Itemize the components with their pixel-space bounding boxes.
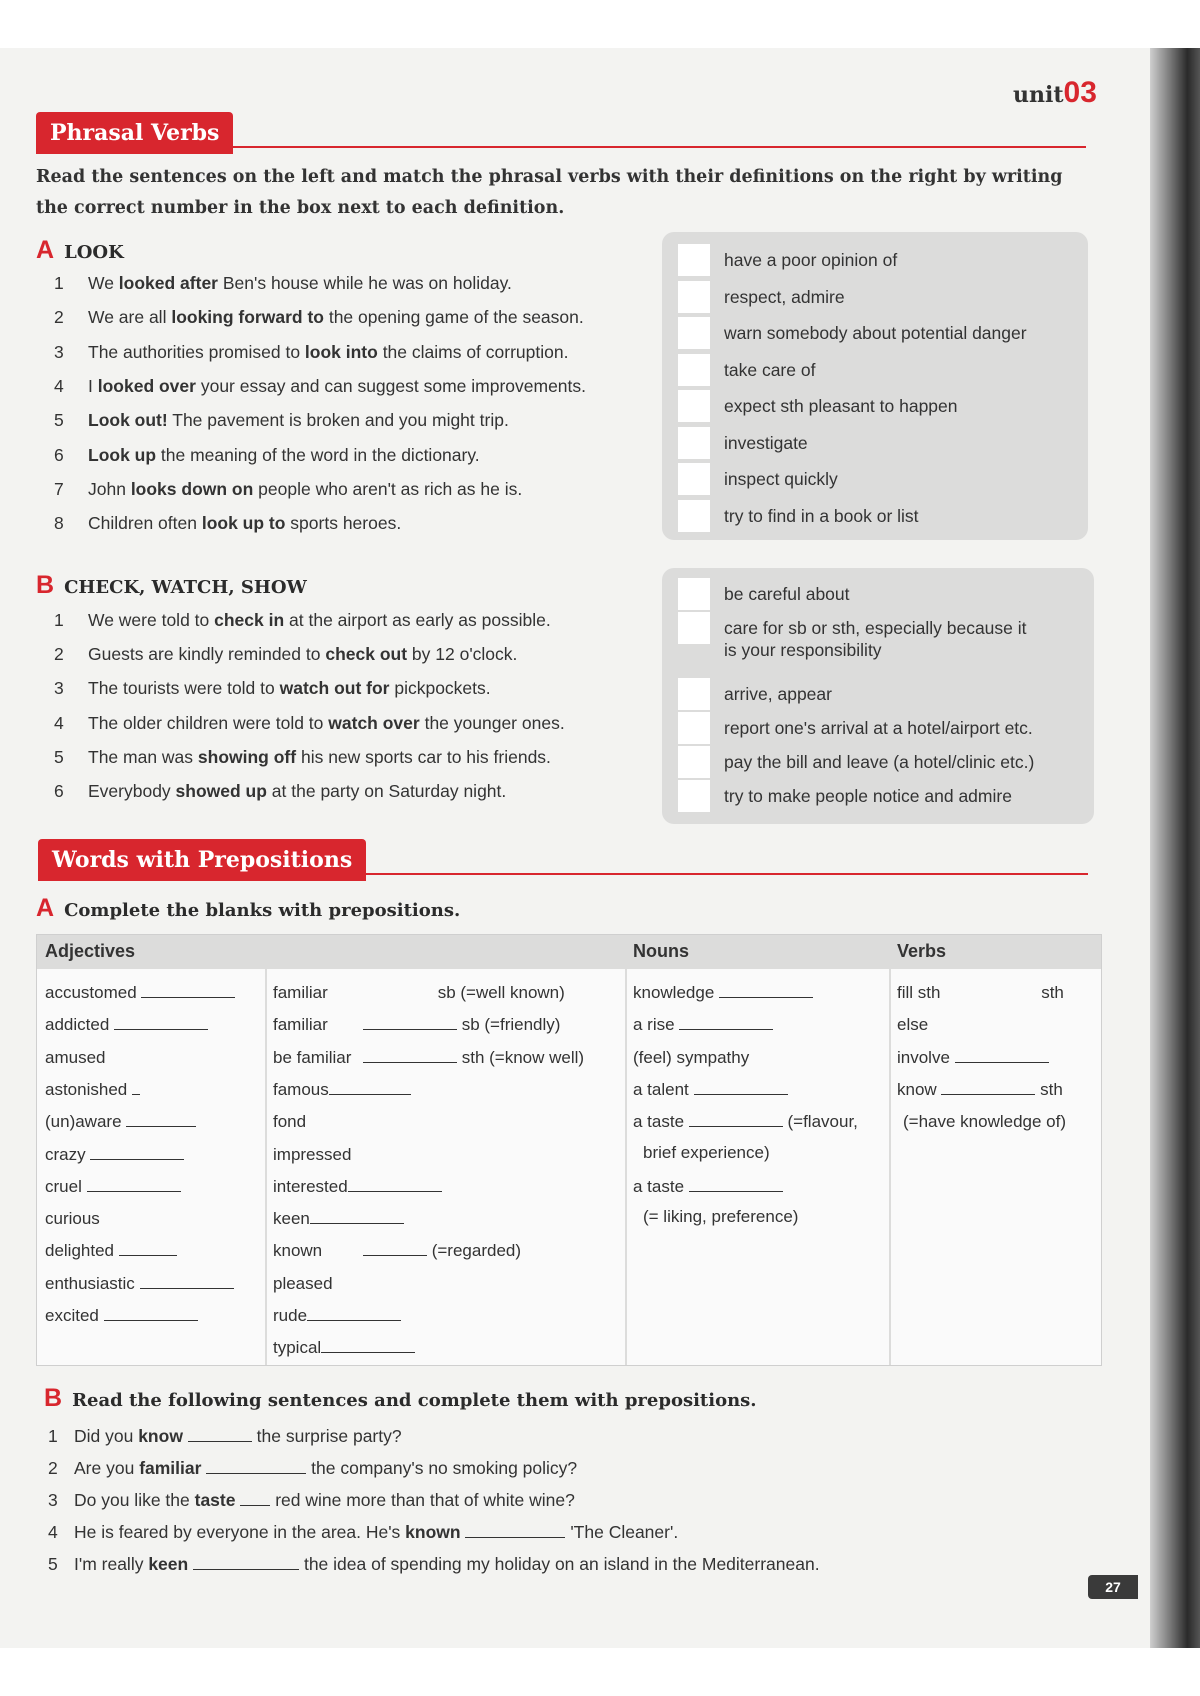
word: famous (273, 1079, 329, 1099)
verb-item (897, 1048, 1049, 1068)
word-sense: sth (1035, 1079, 1063, 1099)
word: (= liking, preference) (643, 1207, 799, 1227)
answer-box[interactable] (678, 390, 710, 422)
answer-blank[interactable] (689, 1177, 783, 1192)
phrasal-verb: watch over (328, 712, 420, 733)
sentence-text: I (88, 375, 98, 396)
definition-line: report one's arrival at a hotel/airport etc. (724, 718, 1033, 738)
item-number: 2 (54, 644, 64, 665)
phrasal-verb: looked over (97, 375, 196, 396)
adjective-item (45, 1145, 184, 1165)
noun-item (633, 1080, 788, 1100)
header-verbs: Verbs (897, 941, 947, 961)
phrasal-verbs-instruction: Read the sentences on the left and match the phrasal verbs with their definitions on the right by writing the correct number in the box next to each definition. (36, 167, 1063, 218)
adjective-item (273, 1080, 411, 1100)
phrasal-verb: showing off (197, 746, 297, 767)
words-with-prepositions-title: Words with Prepositions (38, 839, 366, 881)
answer-blank[interactable] (348, 1177, 442, 1192)
adjective-item (273, 1177, 442, 1197)
target-word: keen (148, 1554, 189, 1574)
wp-part-b-heading: B Read the following sentences and complete them with prepositions. (44, 1384, 757, 1412)
answer-box[interactable] (678, 712, 710, 744)
word: a taste (633, 1176, 689, 1196)
definition-row (678, 317, 1027, 349)
answer-blank[interactable] (941, 1080, 1035, 1095)
answer-blank[interactable] (188, 1427, 252, 1442)
sentence-text: at the airport as early as possible. (284, 610, 551, 630)
sentence-text: We (88, 273, 119, 293)
sentence-text: Guests are kindly reminded to (88, 644, 326, 665)
answer-blank[interactable] (87, 1177, 181, 1192)
section-rule (38, 873, 1088, 875)
item-number: 1 (54, 610, 64, 630)
definition-line: care for sb or sth, especially because it (724, 618, 1027, 638)
column-divider (889, 935, 891, 1365)
sentence-text: The older children were told to (88, 712, 329, 733)
noun-item (633, 1177, 783, 1197)
adjective-item (273, 983, 565, 1003)
answer-box[interactable] (678, 354, 710, 386)
adjective-item (273, 1015, 560, 1035)
definition-text: take care of (724, 359, 816, 380)
sentence-text: The man was (88, 746, 198, 767)
definition-text (724, 578, 850, 605)
word: astonished (45, 1079, 132, 1099)
scan-margin-top (0, 0, 1200, 48)
word: fill sth (897, 983, 946, 1002)
word: pleased (273, 1273, 333, 1293)
answer-blank[interactable] (694, 1080, 788, 1095)
part-a-heading: A LOOK (36, 236, 124, 264)
answer-blank[interactable] (310, 1209, 404, 1224)
definition-row (678, 500, 919, 532)
sentence-text: people who aren't as rich as he is. (253, 478, 523, 499)
definition-row (678, 578, 850, 610)
item-number: 1 (48, 1426, 58, 1446)
adjective-item (45, 1048, 105, 1068)
item-number: 2 (54, 307, 64, 328)
answer-blank[interactable] (689, 1112, 783, 1127)
adjective-item (273, 1241, 521, 1261)
word: a taste (633, 1112, 689, 1132)
adjective-item (45, 1112, 196, 1132)
definition-text: warn somebody about potential danger (724, 323, 1027, 343)
definition-row (678, 612, 1027, 674)
adjective-item (273, 1112, 306, 1132)
word: involve (897, 1047, 955, 1067)
word: be familiar (273, 1047, 352, 1067)
noun-item (643, 1207, 798, 1227)
item-number: 4 (54, 375, 64, 396)
word-sense: (=flavour, (782, 1112, 858, 1132)
answer-blank[interactable] (141, 983, 235, 998)
word: keen (273, 1209, 310, 1229)
phrasal-verb: watch out for (279, 678, 390, 699)
answer-box[interactable] (678, 281, 710, 313)
adjective-item (45, 1241, 177, 1261)
sentence-item (54, 610, 551, 631)
item-number: 1 (54, 273, 64, 293)
answer-box[interactable] (678, 500, 710, 532)
sentence-item (54, 273, 512, 294)
word-sense: sth (=know well) (457, 1047, 585, 1067)
definition-row (678, 354, 815, 386)
sentence-text: John (88, 478, 131, 499)
answer-blank[interactable] (321, 1338, 415, 1353)
word: crazy (45, 1144, 91, 1164)
definition-text: inspect quickly (724, 469, 838, 489)
definition-row (678, 427, 808, 459)
word: familiar (273, 983, 328, 1002)
item-number: 3 (48, 1490, 58, 1510)
adjective-item (45, 983, 235, 1003)
unit-label: unit03 (1013, 76, 1097, 109)
definition-row (678, 281, 845, 313)
answer-blank[interactable] (140, 1274, 234, 1289)
wp-part-a-heading: A Complete the blanks with prepositions. (36, 894, 461, 922)
word-sense: sth (1041, 983, 1064, 1002)
definition-row (678, 678, 832, 710)
sentence-text: We are all (88, 307, 172, 328)
adjective-item (273, 1274, 333, 1294)
definition-text (724, 746, 1034, 773)
item-number: 7 (54, 478, 64, 499)
sentence-item (54, 376, 586, 397)
sentence-item (54, 445, 480, 466)
word: fond (273, 1112, 307, 1132)
item-number: 4 (54, 712, 64, 733)
answer-box[interactable] (678, 427, 710, 459)
definition-text (724, 678, 832, 705)
word-sense: sb (=well known) (433, 983, 565, 1002)
answer-blank[interactable] (240, 1491, 270, 1506)
adjective-item (45, 1306, 198, 1326)
word: (=have knowledge of) (903, 1112, 1067, 1132)
item-number: 5 (48, 1554, 58, 1574)
definition-row (678, 463, 838, 495)
sentence-item (54, 342, 568, 363)
header-adjectives: Adjectives (45, 941, 136, 961)
answer-blank[interactable] (329, 1080, 411, 1095)
sentence-text: He is feared by everyone in the area. He's (74, 1522, 406, 1542)
sentence-text: We were told to (88, 610, 215, 630)
sentence-item (48, 1554, 820, 1575)
answer-blank[interactable] (955, 1048, 1049, 1063)
sentence-item (48, 1522, 678, 1543)
sentence-item (54, 307, 584, 328)
phrasal-verb: check in (214, 610, 285, 630)
noun-item (643, 1143, 770, 1163)
part-b-heading: B CHECK, WATCH, SHOW (36, 571, 307, 599)
item-number: 8 (54, 513, 64, 534)
answer-box[interactable] (678, 780, 710, 812)
page-number: 27 (1088, 1575, 1138, 1599)
phrasal-verb: looks down on (130, 478, 254, 499)
adjective-item (273, 1306, 401, 1326)
phrasal-verb: showed up (175, 781, 267, 801)
definition-row (678, 746, 1034, 778)
item-number: 3 (54, 678, 64, 699)
definition-text (724, 780, 1012, 807)
verb-item (903, 1112, 1066, 1132)
answer-box[interactable] (678, 612, 710, 644)
item-number: 6 (54, 444, 64, 465)
definition-line: arrive, appear (724, 684, 832, 704)
sentence-item (48, 1458, 577, 1479)
answer-blank[interactable] (307, 1306, 401, 1321)
word: cruel (45, 1176, 87, 1196)
sentence-text: Do you like the (74, 1490, 195, 1510)
answer-box[interactable] (678, 746, 710, 778)
answer-blank[interactable] (104, 1306, 198, 1321)
adjective-item (273, 1145, 351, 1165)
phrasal-verb: Look out! (88, 410, 168, 431)
column-divider (625, 935, 627, 1365)
definition-line: try to make people notice and admire (724, 786, 1012, 806)
header-nouns: Nouns (633, 941, 689, 961)
word: (un)aware (45, 1112, 127, 1132)
sentence-text: Children often (88, 513, 202, 534)
sentence-item (54, 644, 517, 665)
answer-blank[interactable] (363, 1241, 427, 1256)
verb-item (897, 1080, 1063, 1100)
phrasal-verb: looking forward to (171, 307, 324, 328)
word: a rise (633, 1015, 680, 1035)
item-number: 3 (54, 341, 64, 362)
definition-row (678, 712, 1033, 744)
phrasal-verbs-title: Phrasal Verbs (36, 112, 233, 154)
word: interested (273, 1176, 348, 1196)
sentence-item (54, 747, 551, 768)
item-number: 6 (54, 781, 64, 801)
answer-blank[interactable] (719, 983, 813, 998)
target-word: known (405, 1522, 461, 1542)
word: accustomed (45, 983, 142, 1002)
word-sense: sb (=friendly) (457, 1015, 561, 1035)
answer-box[interactable] (678, 244, 710, 276)
definition-text: investigate (724, 432, 808, 453)
sentence-item (54, 410, 509, 431)
sentence-text: the idea of spending my holiday on an island in the Mediterranean. (299, 1554, 820, 1574)
adjective-item (273, 1209, 404, 1229)
word: enthusiastic (45, 1273, 140, 1293)
definition-line: is your responsibility (724, 640, 882, 660)
definition-text (724, 712, 1033, 739)
adjective-item (45, 1080, 140, 1100)
item-number: 5 (54, 746, 64, 767)
definition-line: be careful about (724, 584, 850, 604)
word: else (897, 1015, 929, 1035)
answer-box[interactable] (678, 678, 710, 710)
sentence-text: The authorities promised to (88, 341, 305, 362)
item-number: 5 (54, 410, 64, 431)
definition-text: respect, admire (724, 286, 845, 307)
sentence-item (54, 678, 491, 699)
answer-blank[interactable] (363, 1048, 457, 1063)
section-rule (36, 146, 1086, 148)
answer-blank[interactable] (132, 1080, 140, 1095)
answer-blank[interactable] (119, 1241, 177, 1256)
definition-text: expect sth pleasant to happen (724, 396, 958, 416)
sentence-text: the meaning of the word in the dictionary. (156, 444, 480, 465)
answer-blank[interactable] (126, 1112, 196, 1127)
adjective-item (45, 1177, 181, 1197)
noun-item (633, 1112, 858, 1132)
phrasal-verb: check out (325, 644, 408, 665)
answer-blank[interactable] (679, 1015, 773, 1030)
sentence-text: the surprise party? (251, 1426, 402, 1446)
noun-item (633, 1015, 773, 1035)
adjective-item (45, 1015, 208, 1035)
answer-blank[interactable] (193, 1555, 299, 1570)
answer-box[interactable] (678, 578, 710, 610)
noun-item (633, 1048, 749, 1068)
phrasal-verb: look up to (201, 513, 286, 534)
word: excited (45, 1306, 104, 1325)
part-b-definitions-box (662, 568, 1094, 824)
definition-line: pay the bill and leave (a hotel/clinic etc.) (724, 752, 1035, 772)
word: addicted (45, 1015, 114, 1035)
definition-text (724, 612, 1027, 661)
part-a-definitions-box (662, 232, 1088, 540)
sentence-item (54, 479, 522, 500)
sentence-text: the company's no smoking policy? (306, 1458, 578, 1478)
answer-blank[interactable] (363, 1015, 457, 1030)
sentence-text: the younger ones. (419, 712, 565, 733)
word: (feel) sympathy (633, 1047, 750, 1067)
sentence-text: Everybody (88, 781, 176, 801)
answer-blank[interactable] (90, 1145, 184, 1160)
sentence-text: your essay and can suggest some improvements. (195, 375, 587, 396)
sentence-text: red wine more than that of white wine? (270, 1490, 575, 1510)
word: delighted (45, 1241, 119, 1261)
prepositions-table (36, 934, 1102, 1366)
answer-box[interactable] (678, 463, 710, 495)
unit-number: 03 (1063, 76, 1097, 109)
sentence-text: sports heroes. (285, 513, 402, 534)
verb-item (897, 1015, 928, 1035)
item-number: 4 (48, 1522, 58, 1542)
sentence-text: at the party on Saturday night. (266, 781, 507, 801)
word: knowledge (633, 983, 720, 1002)
target-word: taste (194, 1490, 236, 1510)
adjective-item (273, 1048, 584, 1068)
word: familiar (273, 1015, 328, 1035)
sentence-text: The pavement is broken and you might trip. (167, 410, 509, 431)
sentence-text: the claims of corruption. (377, 341, 569, 362)
sentence-item (54, 513, 401, 534)
sentence-item (54, 781, 506, 802)
sentence-text: the opening game of the season. (323, 307, 584, 328)
definition-row (678, 244, 897, 276)
word: brief experience) (643, 1142, 770, 1162)
sentence-text: The tourists were told to (88, 678, 280, 699)
column-divider (265, 935, 267, 1365)
phrasal-verb: Look up (88, 444, 157, 465)
definition-row (678, 390, 958, 422)
target-word: familiar (139, 1458, 202, 1478)
adjective-item (45, 1209, 100, 1229)
item-number: 2 (48, 1458, 58, 1478)
word: amused (45, 1047, 106, 1067)
answer-blank[interactable] (206, 1459, 306, 1474)
book-spine-shadow (1150, 48, 1200, 1648)
definition-text: try to find in a book or list (724, 505, 919, 526)
sentence-text: Ben's house while he was on holiday. (218, 273, 512, 293)
word: a talent (633, 1079, 694, 1099)
word: known (273, 1241, 323, 1261)
sentence-text: pickpockets. (389, 678, 491, 699)
word: know (897, 1079, 942, 1099)
sentence-text: 'The Cleaner'. (565, 1522, 679, 1542)
noun-item (633, 983, 813, 1003)
word: rude (273, 1306, 308, 1325)
word: typical (273, 1338, 322, 1358)
answer-box[interactable] (678, 317, 710, 349)
word: impressed (273, 1144, 352, 1164)
sentence-item (48, 1490, 575, 1511)
phrasal-verb: looked after (118, 273, 218, 293)
sentence-item (48, 1426, 402, 1447)
word-sense: (=regarded) (427, 1241, 522, 1261)
adjective-item (45, 1274, 234, 1294)
sentence-text: Did you (74, 1426, 139, 1446)
answer-blank[interactable] (114, 1015, 208, 1030)
sentence-text: by 12 o'clock. (407, 644, 518, 665)
adjective-item (273, 1338, 415, 1358)
sentence-text: Are you (74, 1458, 140, 1478)
sentence-text: his new sports car to his friends. (296, 746, 551, 767)
definition-row (678, 780, 1012, 812)
definition-text: have a poor opinion of (724, 250, 898, 270)
word: curious (45, 1209, 100, 1229)
sentence-item (54, 713, 565, 734)
sentence-text: I'm really (74, 1554, 149, 1574)
target-word: know (138, 1426, 183, 1446)
phrasal-verb: look into (304, 341, 378, 362)
answer-blank[interactable] (465, 1523, 565, 1538)
verb-item (897, 983, 1064, 1003)
